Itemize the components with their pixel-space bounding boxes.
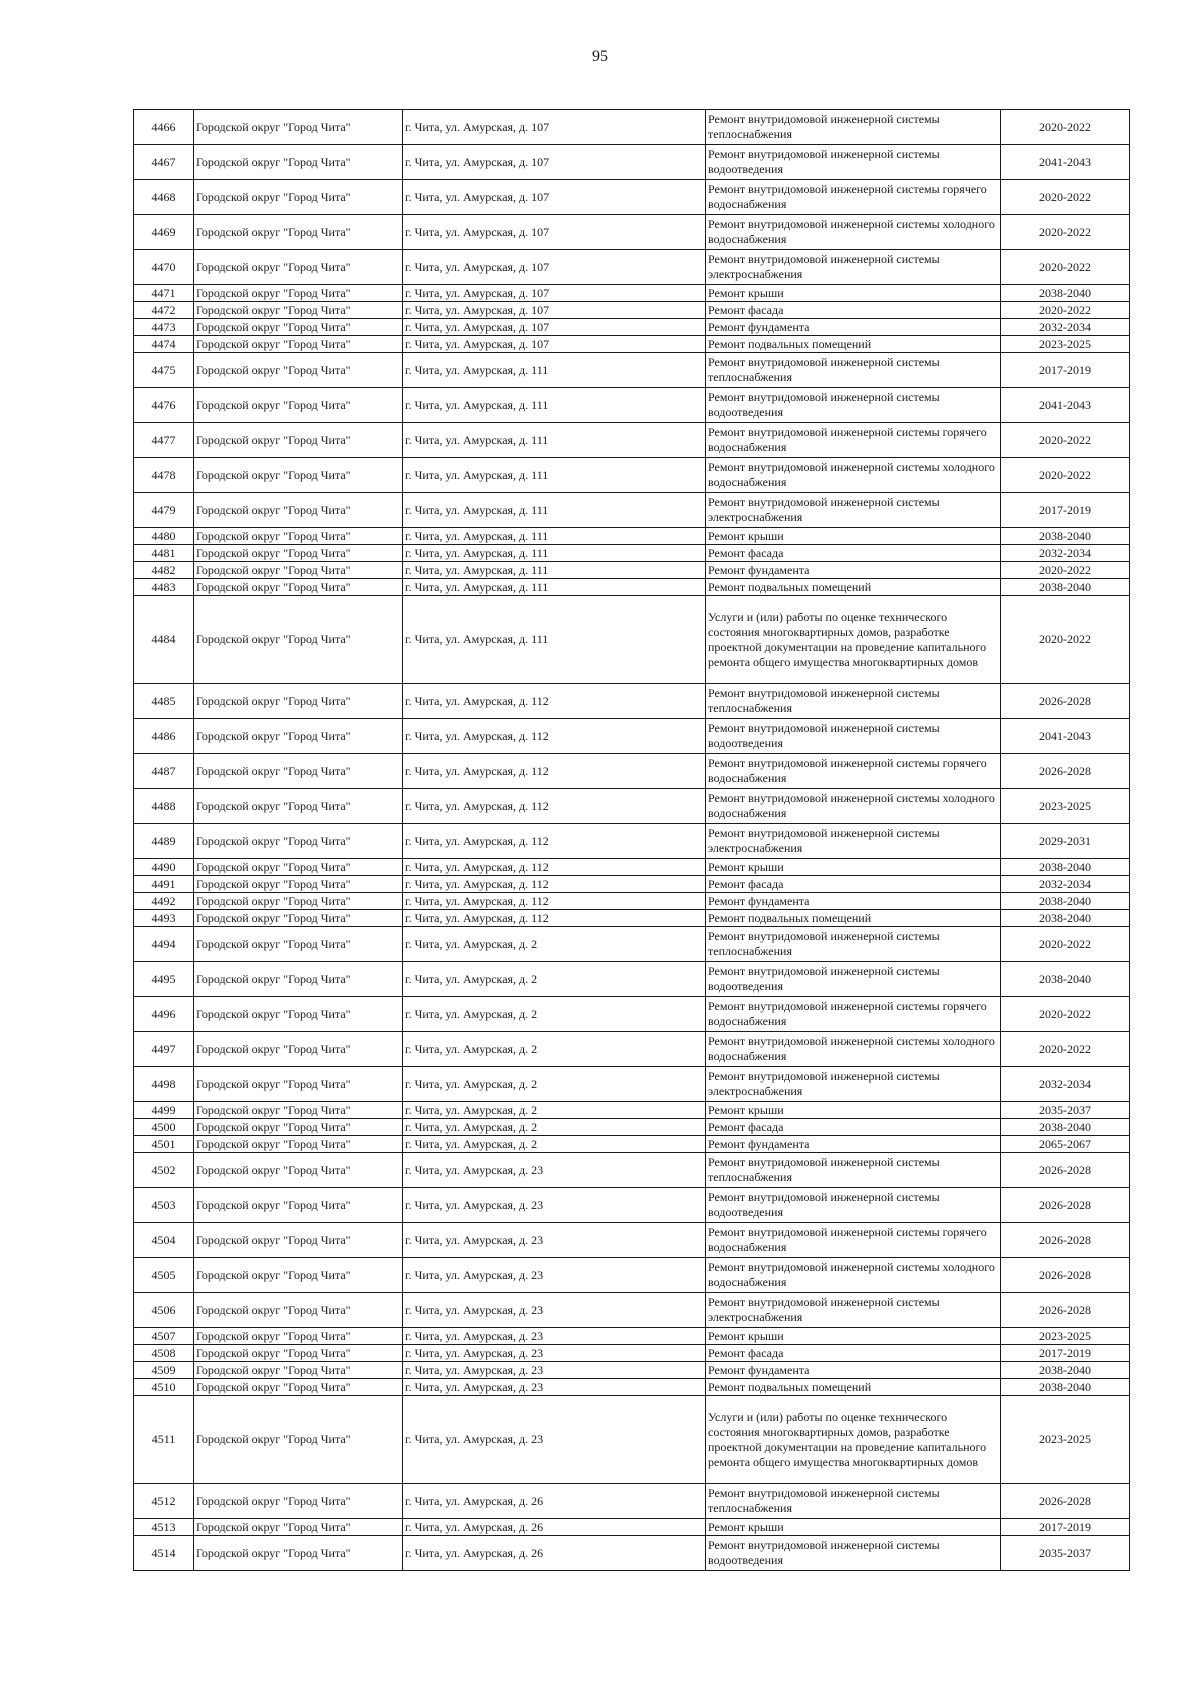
address-cell: г. Чита, ул. Амурская, д. 23	[403, 1362, 706, 1379]
work-type-cell: Ремонт внутридомовой инженерной системы горячего водоснабжения	[706, 997, 1001, 1032]
table-row	[134, 1379, 1130, 1396]
address-cell: г. Чита, ул. Амурская, д. 107	[403, 250, 706, 285]
work-type-cell: Ремонт подвальных помещений	[706, 579, 1001, 596]
row-number: 4508	[134, 1345, 194, 1362]
table-row	[134, 1136, 1130, 1153]
table-row	[134, 215, 1130, 250]
table-row	[134, 353, 1130, 388]
work-type-cell: Ремонт внутридомовой инженерной системы водоотведения	[706, 1536, 1001, 1571]
table-row	[134, 1396, 1130, 1484]
period-cell: 2041-2043	[1001, 388, 1130, 423]
table-row	[134, 1519, 1130, 1536]
address-cell: г. Чита, ул. Амурская, д. 23	[403, 1396, 706, 1484]
row-number: 4498	[134, 1067, 194, 1102]
work-type-cell: Ремонт крыши	[706, 528, 1001, 545]
row-number: 4489	[134, 824, 194, 859]
work-type-cell: Ремонт фасада	[706, 1119, 1001, 1136]
work-type-cell: Ремонт внутридомовой инженерной системы теплоснабжения	[706, 353, 1001, 388]
row-number: 4500	[134, 1119, 194, 1136]
table-row	[134, 1484, 1130, 1519]
period-cell: 2032-2034	[1001, 876, 1130, 893]
period-cell: 2017-2019	[1001, 1519, 1130, 1536]
municipality-cell: Городской округ "Город Чита"	[194, 1153, 403, 1188]
row-number: 4474	[134, 336, 194, 353]
municipality-cell: Городской округ "Город Чита"	[194, 754, 403, 789]
address-cell: г. Чита, ул. Амурская, д. 23	[403, 1258, 706, 1293]
work-type-cell: Ремонт внутридомовой инженерной системы теплоснабжения	[706, 684, 1001, 719]
row-number: 4486	[134, 719, 194, 754]
municipality-cell: Городской округ "Город Чита"	[194, 250, 403, 285]
repair-schedule-table	[133, 109, 1130, 1571]
address-cell: г. Чита, ул. Амурская, д. 112	[403, 859, 706, 876]
table-row	[134, 562, 1130, 579]
row-number: 4478	[134, 458, 194, 493]
table-row	[134, 302, 1130, 319]
municipality-cell: Городской округ "Город Чита"	[194, 927, 403, 962]
work-type-cell: Ремонт внутридомовой инженерной системы холодного водоснабжения	[706, 458, 1001, 493]
table-row	[134, 859, 1130, 876]
period-cell: 2026-2028	[1001, 1223, 1130, 1258]
row-number: 4490	[134, 859, 194, 876]
period-cell: 2038-2040	[1001, 859, 1130, 876]
period-cell: 2020-2022	[1001, 997, 1130, 1032]
address-cell: г. Чита, ул. Амурская, д. 2	[403, 927, 706, 962]
municipality-cell: Городской округ "Город Чита"	[194, 684, 403, 719]
period-cell: 2026-2028	[1001, 1153, 1130, 1188]
work-type-cell: Ремонт фундамента	[706, 1136, 1001, 1153]
work-type-cell: Ремонт внутридомовой инженерной системы холодного водоснабжения	[706, 215, 1001, 250]
row-number: 4487	[134, 754, 194, 789]
table-row	[134, 458, 1130, 493]
period-cell: 2020-2022	[1001, 180, 1130, 215]
municipality-cell: Городской округ "Город Чита"	[194, 110, 403, 145]
period-cell: 2020-2022	[1001, 423, 1130, 458]
row-number: 4481	[134, 545, 194, 562]
table-row	[134, 1188, 1130, 1223]
municipality-cell: Городской округ "Город Чита"	[194, 997, 403, 1032]
period-cell: 2020-2022	[1001, 562, 1130, 579]
municipality-cell: Городской округ "Город Чита"	[194, 388, 403, 423]
row-number: 4485	[134, 684, 194, 719]
address-cell: г. Чита, ул. Амурская, д. 111	[403, 579, 706, 596]
period-cell: 2038-2040	[1001, 910, 1130, 927]
address-cell: г. Чита, ул. Амурская, д. 111	[403, 545, 706, 562]
municipality-cell: Городской округ "Город Чита"	[194, 1102, 403, 1119]
period-cell: 2026-2028	[1001, 1258, 1130, 1293]
row-number: 4503	[134, 1188, 194, 1223]
row-number: 4470	[134, 250, 194, 285]
row-number: 4473	[134, 319, 194, 336]
table-row	[134, 1223, 1130, 1258]
period-cell: 2038-2040	[1001, 579, 1130, 596]
period-cell: 2041-2043	[1001, 145, 1130, 180]
table-row	[134, 423, 1130, 458]
row-number: 4468	[134, 180, 194, 215]
work-type-cell: Ремонт подвальных помещений	[706, 1379, 1001, 1396]
work-type-cell: Ремонт фасада	[706, 876, 1001, 893]
work-type-cell: Ремонт внутридомовой инженерной системы холодного водоснабжения	[706, 789, 1001, 824]
municipality-cell: Городской округ "Город Чита"	[194, 1345, 403, 1362]
table-row	[134, 388, 1130, 423]
period-cell: 2038-2040	[1001, 285, 1130, 302]
work-type-cell: Ремонт внутридомовой инженерной системы горячего водоснабжения	[706, 1223, 1001, 1258]
work-type-cell: Ремонт фасада	[706, 545, 1001, 562]
municipality-cell: Городской округ "Город Чита"	[194, 285, 403, 302]
period-cell: 2023-2025	[1001, 1328, 1130, 1345]
municipality-cell: Городской округ "Город Чита"	[194, 719, 403, 754]
row-number: 4511	[134, 1396, 194, 1484]
table-row	[134, 319, 1130, 336]
municipality-cell: Городской округ "Город Чита"	[194, 962, 403, 997]
address-cell: г. Чита, ул. Амурская, д. 2	[403, 962, 706, 997]
address-cell: г. Чита, ул. Амурская, д. 107	[403, 285, 706, 302]
table-row	[134, 893, 1130, 910]
work-type-cell: Ремонт внутридомовой инженерной системы электроснабжения	[706, 1293, 1001, 1328]
row-number: 4482	[134, 562, 194, 579]
table-row	[134, 1119, 1130, 1136]
row-number: 4514	[134, 1536, 194, 1571]
row-number: 4501	[134, 1136, 194, 1153]
period-cell: 2023-2025	[1001, 789, 1130, 824]
row-number: 4494	[134, 927, 194, 962]
work-type-cell: Ремонт внутридомовой инженерной системы водоотведения	[706, 145, 1001, 180]
period-cell: 2020-2022	[1001, 927, 1130, 962]
work-type-cell: Ремонт крыши	[706, 1102, 1001, 1119]
municipality-cell: Городской округ "Город Чита"	[194, 1293, 403, 1328]
period-cell: 2020-2022	[1001, 215, 1130, 250]
period-cell: 2038-2040	[1001, 1379, 1130, 1396]
row-number: 4466	[134, 110, 194, 145]
municipality-cell: Городской округ "Город Чита"	[194, 1536, 403, 1571]
table-row	[134, 719, 1130, 754]
municipality-cell: Городской округ "Город Чита"	[194, 215, 403, 250]
table-row	[134, 180, 1130, 215]
row-number: 4476	[134, 388, 194, 423]
table-row	[134, 876, 1130, 893]
period-cell: 2023-2025	[1001, 336, 1130, 353]
table-row	[134, 285, 1130, 302]
period-cell: 2020-2022	[1001, 1032, 1130, 1067]
work-type-cell: Ремонт внутридомовой инженерной системы теплоснабжения	[706, 110, 1001, 145]
municipality-cell: Городской округ "Город Чита"	[194, 579, 403, 596]
row-number: 4502	[134, 1153, 194, 1188]
municipality-cell: Городской округ "Город Чита"	[194, 493, 403, 528]
work-type-cell: Ремонт внутридомовой инженерной системы горячего водоснабжения	[706, 754, 1001, 789]
work-type-cell: Ремонт фасада	[706, 302, 1001, 319]
work-type-cell: Ремонт крыши	[706, 859, 1001, 876]
municipality-cell: Городской округ "Город Чита"	[194, 1396, 403, 1484]
municipality-cell: Городской округ "Город Чита"	[194, 1032, 403, 1067]
address-cell: г. Чита, ул. Амурская, д. 111	[403, 458, 706, 493]
address-cell: г. Чита, ул. Амурская, д. 107	[403, 215, 706, 250]
row-number: 4472	[134, 302, 194, 319]
municipality-cell: Городской округ "Город Чита"	[194, 893, 403, 910]
work-type-cell: Ремонт внутридомовой инженерной системы водоотведения	[706, 1188, 1001, 1223]
work-type-cell: Ремонт внутридомовой инженерной системы холодного водоснабжения	[706, 1032, 1001, 1067]
address-cell: г. Чита, ул. Амурская, д. 112	[403, 754, 706, 789]
page-number: 95	[592, 48, 608, 65]
period-cell: 2038-2040	[1001, 1119, 1130, 1136]
address-cell: г. Чита, ул. Амурская, д. 23	[403, 1153, 706, 1188]
row-number: 4475	[134, 353, 194, 388]
address-cell: г. Чита, ул. Амурская, д. 23	[403, 1379, 706, 1396]
table-row	[134, 1536, 1130, 1571]
work-type-cell: Ремонт крыши	[706, 1519, 1001, 1536]
table-row	[134, 927, 1130, 962]
address-cell: г. Чита, ул. Амурская, д. 112	[403, 684, 706, 719]
work-type-cell: Ремонт внутридомовой инженерной системы электроснабжения	[706, 493, 1001, 528]
address-cell: г. Чита, ул. Амурская, д. 2	[403, 1102, 706, 1119]
work-type-cell: Ремонт внутридомовой инженерной системы теплоснабжения	[706, 1484, 1001, 1519]
address-cell: г. Чита, ул. Амурская, д. 23	[403, 1345, 706, 1362]
work-type-cell: Услуги и (или) работы по оценке технического состояния многоквартирных домов, разработке проектной документации на проведение капитального ремонта общего имущества многоквартирных домов	[706, 596, 1001, 684]
row-number: 4483	[134, 579, 194, 596]
table-row	[134, 1258, 1130, 1293]
period-cell: 2032-2034	[1001, 545, 1130, 562]
work-type-cell: Ремонт фасада	[706, 1345, 1001, 1362]
work-type-cell: Ремонт внутридомовой инженерной системы электроснабжения	[706, 1067, 1001, 1102]
period-cell: 2026-2028	[1001, 754, 1130, 789]
row-number: 4496	[134, 997, 194, 1032]
work-type-cell: Ремонт внутридомовой инженерной системы водоотведения	[706, 388, 1001, 423]
period-cell: 2038-2040	[1001, 962, 1130, 997]
period-cell: 2035-2037	[1001, 1536, 1130, 1571]
municipality-cell: Городской округ "Город Чита"	[194, 1136, 403, 1153]
period-cell: 2038-2040	[1001, 1362, 1130, 1379]
table-row	[134, 145, 1130, 180]
municipality-cell: Городской округ "Город Чита"	[194, 319, 403, 336]
table-row	[134, 1362, 1130, 1379]
row-number: 4492	[134, 893, 194, 910]
work-type-cell: Ремонт внутридомовой инженерной системы теплоснабжения	[706, 1153, 1001, 1188]
period-cell: 2020-2022	[1001, 302, 1130, 319]
municipality-cell: Городской округ "Город Чита"	[194, 528, 403, 545]
table-row	[134, 754, 1130, 789]
municipality-cell: Городской округ "Город Чита"	[194, 910, 403, 927]
table-row	[134, 1345, 1130, 1362]
address-cell: г. Чита, ул. Амурская, д. 26	[403, 1519, 706, 1536]
address-cell: г. Чита, ул. Амурская, д. 111	[403, 562, 706, 579]
address-cell: г. Чита, ул. Амурская, д. 111	[403, 528, 706, 545]
municipality-cell: Городской округ "Город Чита"	[194, 180, 403, 215]
period-cell: 2026-2028	[1001, 684, 1130, 719]
address-cell: г. Чита, ул. Амурская, д. 23	[403, 1188, 706, 1223]
period-cell: 2035-2037	[1001, 1102, 1130, 1119]
table-row	[134, 1032, 1130, 1067]
table-row	[134, 684, 1130, 719]
work-type-cell: Ремонт внутридомовой инженерной системы электроснабжения	[706, 250, 1001, 285]
address-cell: г. Чита, ул. Амурская, д. 112	[403, 789, 706, 824]
period-cell: 2026-2028	[1001, 1484, 1130, 1519]
period-cell: 2038-2040	[1001, 893, 1130, 910]
address-cell: г. Чита, ул. Амурская, д. 112	[403, 719, 706, 754]
period-cell: 2041-2043	[1001, 719, 1130, 754]
row-number: 4479	[134, 493, 194, 528]
address-cell: г. Чита, ул. Амурская, д. 2	[403, 1119, 706, 1136]
period-cell: 2032-2034	[1001, 319, 1130, 336]
municipality-cell: Городской округ "Город Чита"	[194, 1362, 403, 1379]
address-cell: г. Чита, ул. Амурская, д. 26	[403, 1484, 706, 1519]
address-cell: г. Чита, ул. Амурская, д. 23	[403, 1293, 706, 1328]
table-row	[134, 997, 1130, 1032]
address-cell: г. Чита, ул. Амурская, д. 107	[403, 180, 706, 215]
period-cell: 2026-2028	[1001, 1293, 1130, 1328]
address-cell: г. Чита, ул. Амурская, д. 107	[403, 145, 706, 180]
address-cell: г. Чита, ул. Амурская, д. 111	[403, 596, 706, 684]
address-cell: г. Чита, ул. Амурская, д. 2	[403, 1032, 706, 1067]
table-row	[134, 910, 1130, 927]
municipality-cell: Городской округ "Город Чита"	[194, 1328, 403, 1345]
table-row	[134, 528, 1130, 545]
row-number: 4497	[134, 1032, 194, 1067]
table-row	[134, 1153, 1130, 1188]
period-cell: 2065-2067	[1001, 1136, 1130, 1153]
work-type-cell: Ремонт фундамента	[706, 893, 1001, 910]
period-cell: 2020-2022	[1001, 250, 1130, 285]
municipality-cell: Городской округ "Город Чита"	[194, 789, 403, 824]
table-body	[134, 110, 1130, 1571]
address-cell: г. Чита, ул. Амурская, д. 2	[403, 997, 706, 1032]
municipality-cell: Городской округ "Город Чита"	[194, 423, 403, 458]
address-cell: г. Чита, ул. Амурская, д. 111	[403, 353, 706, 388]
address-cell: г. Чита, ул. Амурская, д. 107	[403, 110, 706, 145]
work-type-cell: Ремонт внутридомовой инженерной системы теплоснабжения	[706, 927, 1001, 962]
address-cell: г. Чита, ул. Амурская, д. 23	[403, 1223, 706, 1258]
address-cell: г. Чита, ул. Амурская, д. 112	[403, 876, 706, 893]
row-number: 4493	[134, 910, 194, 927]
row-number: 4510	[134, 1379, 194, 1396]
table-row	[134, 962, 1130, 997]
municipality-cell: Городской округ "Город Чита"	[194, 1379, 403, 1396]
municipality-cell: Городской округ "Город Чита"	[194, 353, 403, 388]
table-row	[134, 579, 1130, 596]
row-number: 4484	[134, 596, 194, 684]
table-row	[134, 596, 1130, 684]
work-type-cell: Ремонт крыши	[706, 1328, 1001, 1345]
municipality-cell: Городской округ "Город Чита"	[194, 145, 403, 180]
municipality-cell: Городской округ "Город Чита"	[194, 1484, 403, 1519]
work-type-cell: Ремонт крыши	[706, 285, 1001, 302]
address-cell: г. Чита, ул. Амурская, д. 107	[403, 336, 706, 353]
municipality-cell: Городской округ "Город Чита"	[194, 302, 403, 319]
address-cell: г. Чита, ул. Амурская, д. 112	[403, 824, 706, 859]
work-type-cell: Ремонт подвальных помещений	[706, 910, 1001, 927]
row-number: 4507	[134, 1328, 194, 1345]
work-type-cell: Ремонт фундамента	[706, 1362, 1001, 1379]
address-cell: г. Чита, ул. Амурская, д. 107	[403, 302, 706, 319]
municipality-cell: Городской округ "Город Чита"	[194, 824, 403, 859]
municipality-cell: Городской округ "Город Чита"	[194, 859, 403, 876]
row-number: 4480	[134, 528, 194, 545]
row-number: 4477	[134, 423, 194, 458]
table-row	[134, 824, 1130, 859]
work-type-cell: Ремонт внутридомовой инженерной системы горячего водоснабжения	[706, 180, 1001, 215]
address-cell: г. Чита, ул. Амурская, д. 112	[403, 893, 706, 910]
work-type-cell: Ремонт внутридомовой инженерной системы холодного водоснабжения	[706, 1258, 1001, 1293]
work-type-cell: Ремонт внутридомовой инженерной системы водоотведения	[706, 962, 1001, 997]
work-type-cell: Ремонт внутридомовой инженерной системы электроснабжения	[706, 824, 1001, 859]
row-number: 4491	[134, 876, 194, 893]
municipality-cell: Городской округ "Город Чита"	[194, 876, 403, 893]
period-cell: 2020-2022	[1001, 458, 1130, 493]
table-row	[134, 250, 1130, 285]
address-cell: г. Чита, ул. Амурская, д. 23	[403, 1328, 706, 1345]
work-type-cell: Ремонт внутридомовой инженерной системы горячего водоснабжения	[706, 423, 1001, 458]
table-row	[134, 1067, 1130, 1102]
period-cell: 2017-2019	[1001, 1345, 1130, 1362]
row-number: 4499	[134, 1102, 194, 1119]
work-type-cell: Услуги и (или) работы по оценке технического состояния многоквартирных домов, разработке проектной документации на проведение капитального ремонта общего имущества многоквартирных домов	[706, 1396, 1001, 1484]
address-cell: г. Чита, ул. Амурская, д. 2	[403, 1136, 706, 1153]
row-number: 4509	[134, 1362, 194, 1379]
period-cell: 2029-2031	[1001, 824, 1130, 859]
municipality-cell: Городской округ "Город Чита"	[194, 1223, 403, 1258]
row-number: 4504	[134, 1223, 194, 1258]
municipality-cell: Городской округ "Город Чита"	[194, 545, 403, 562]
municipality-cell: Городской округ "Город Чита"	[194, 562, 403, 579]
table-row	[134, 493, 1130, 528]
address-cell: г. Чита, ул. Амурская, д. 111	[403, 493, 706, 528]
period-cell: 2023-2025	[1001, 1396, 1130, 1484]
work-type-cell: Ремонт подвальных помещений	[706, 336, 1001, 353]
table-row	[134, 336, 1130, 353]
work-type-cell: Ремонт фундамента	[706, 319, 1001, 336]
address-cell: г. Чита, ул. Амурская, д. 112	[403, 910, 706, 927]
work-type-cell: Ремонт фундамента	[706, 562, 1001, 579]
municipality-cell: Городской округ "Город Чита"	[194, 336, 403, 353]
row-number: 4469	[134, 215, 194, 250]
table-row	[134, 545, 1130, 562]
period-cell: 2017-2019	[1001, 353, 1130, 388]
address-cell: г. Чита, ул. Амурская, д. 107	[403, 319, 706, 336]
row-number: 4506	[134, 1293, 194, 1328]
municipality-cell: Городской округ "Город Чита"	[194, 596, 403, 684]
row-number: 4471	[134, 285, 194, 302]
table-row	[134, 1102, 1130, 1119]
row-number: 4467	[134, 145, 194, 180]
row-number: 4513	[134, 1519, 194, 1536]
period-cell: 2020-2022	[1001, 110, 1130, 145]
address-cell: г. Чита, ул. Амурская, д. 26	[403, 1536, 706, 1571]
row-number: 4495	[134, 962, 194, 997]
period-cell: 2038-2040	[1001, 528, 1130, 545]
period-cell: 2017-2019	[1001, 493, 1130, 528]
period-cell: 2020-2022	[1001, 596, 1130, 684]
table-row	[134, 1293, 1130, 1328]
table-row	[134, 1328, 1130, 1345]
row-number: 4512	[134, 1484, 194, 1519]
table-row	[134, 110, 1130, 145]
table-row	[134, 789, 1130, 824]
municipality-cell: Городской округ "Город Чита"	[194, 1188, 403, 1223]
period-cell: 2032-2034	[1001, 1067, 1130, 1102]
row-number: 4505	[134, 1258, 194, 1293]
address-cell: г. Чита, ул. Амурская, д. 111	[403, 388, 706, 423]
municipality-cell: Городской округ "Город Чита"	[194, 1519, 403, 1536]
row-number: 4488	[134, 789, 194, 824]
work-type-cell: Ремонт внутридомовой инженерной системы водоотведения	[706, 719, 1001, 754]
municipality-cell: Городской округ "Город Чита"	[194, 1067, 403, 1102]
period-cell: 2026-2028	[1001, 1188, 1130, 1223]
municipality-cell: Городской округ "Город Чита"	[194, 1119, 403, 1136]
municipality-cell: Городской округ "Город Чита"	[194, 458, 403, 493]
address-cell: г. Чита, ул. Амурская, д. 111	[403, 423, 706, 458]
address-cell: г. Чита, ул. Амурская, д. 2	[403, 1067, 706, 1102]
municipality-cell: Городской округ "Город Чита"	[194, 1258, 403, 1293]
